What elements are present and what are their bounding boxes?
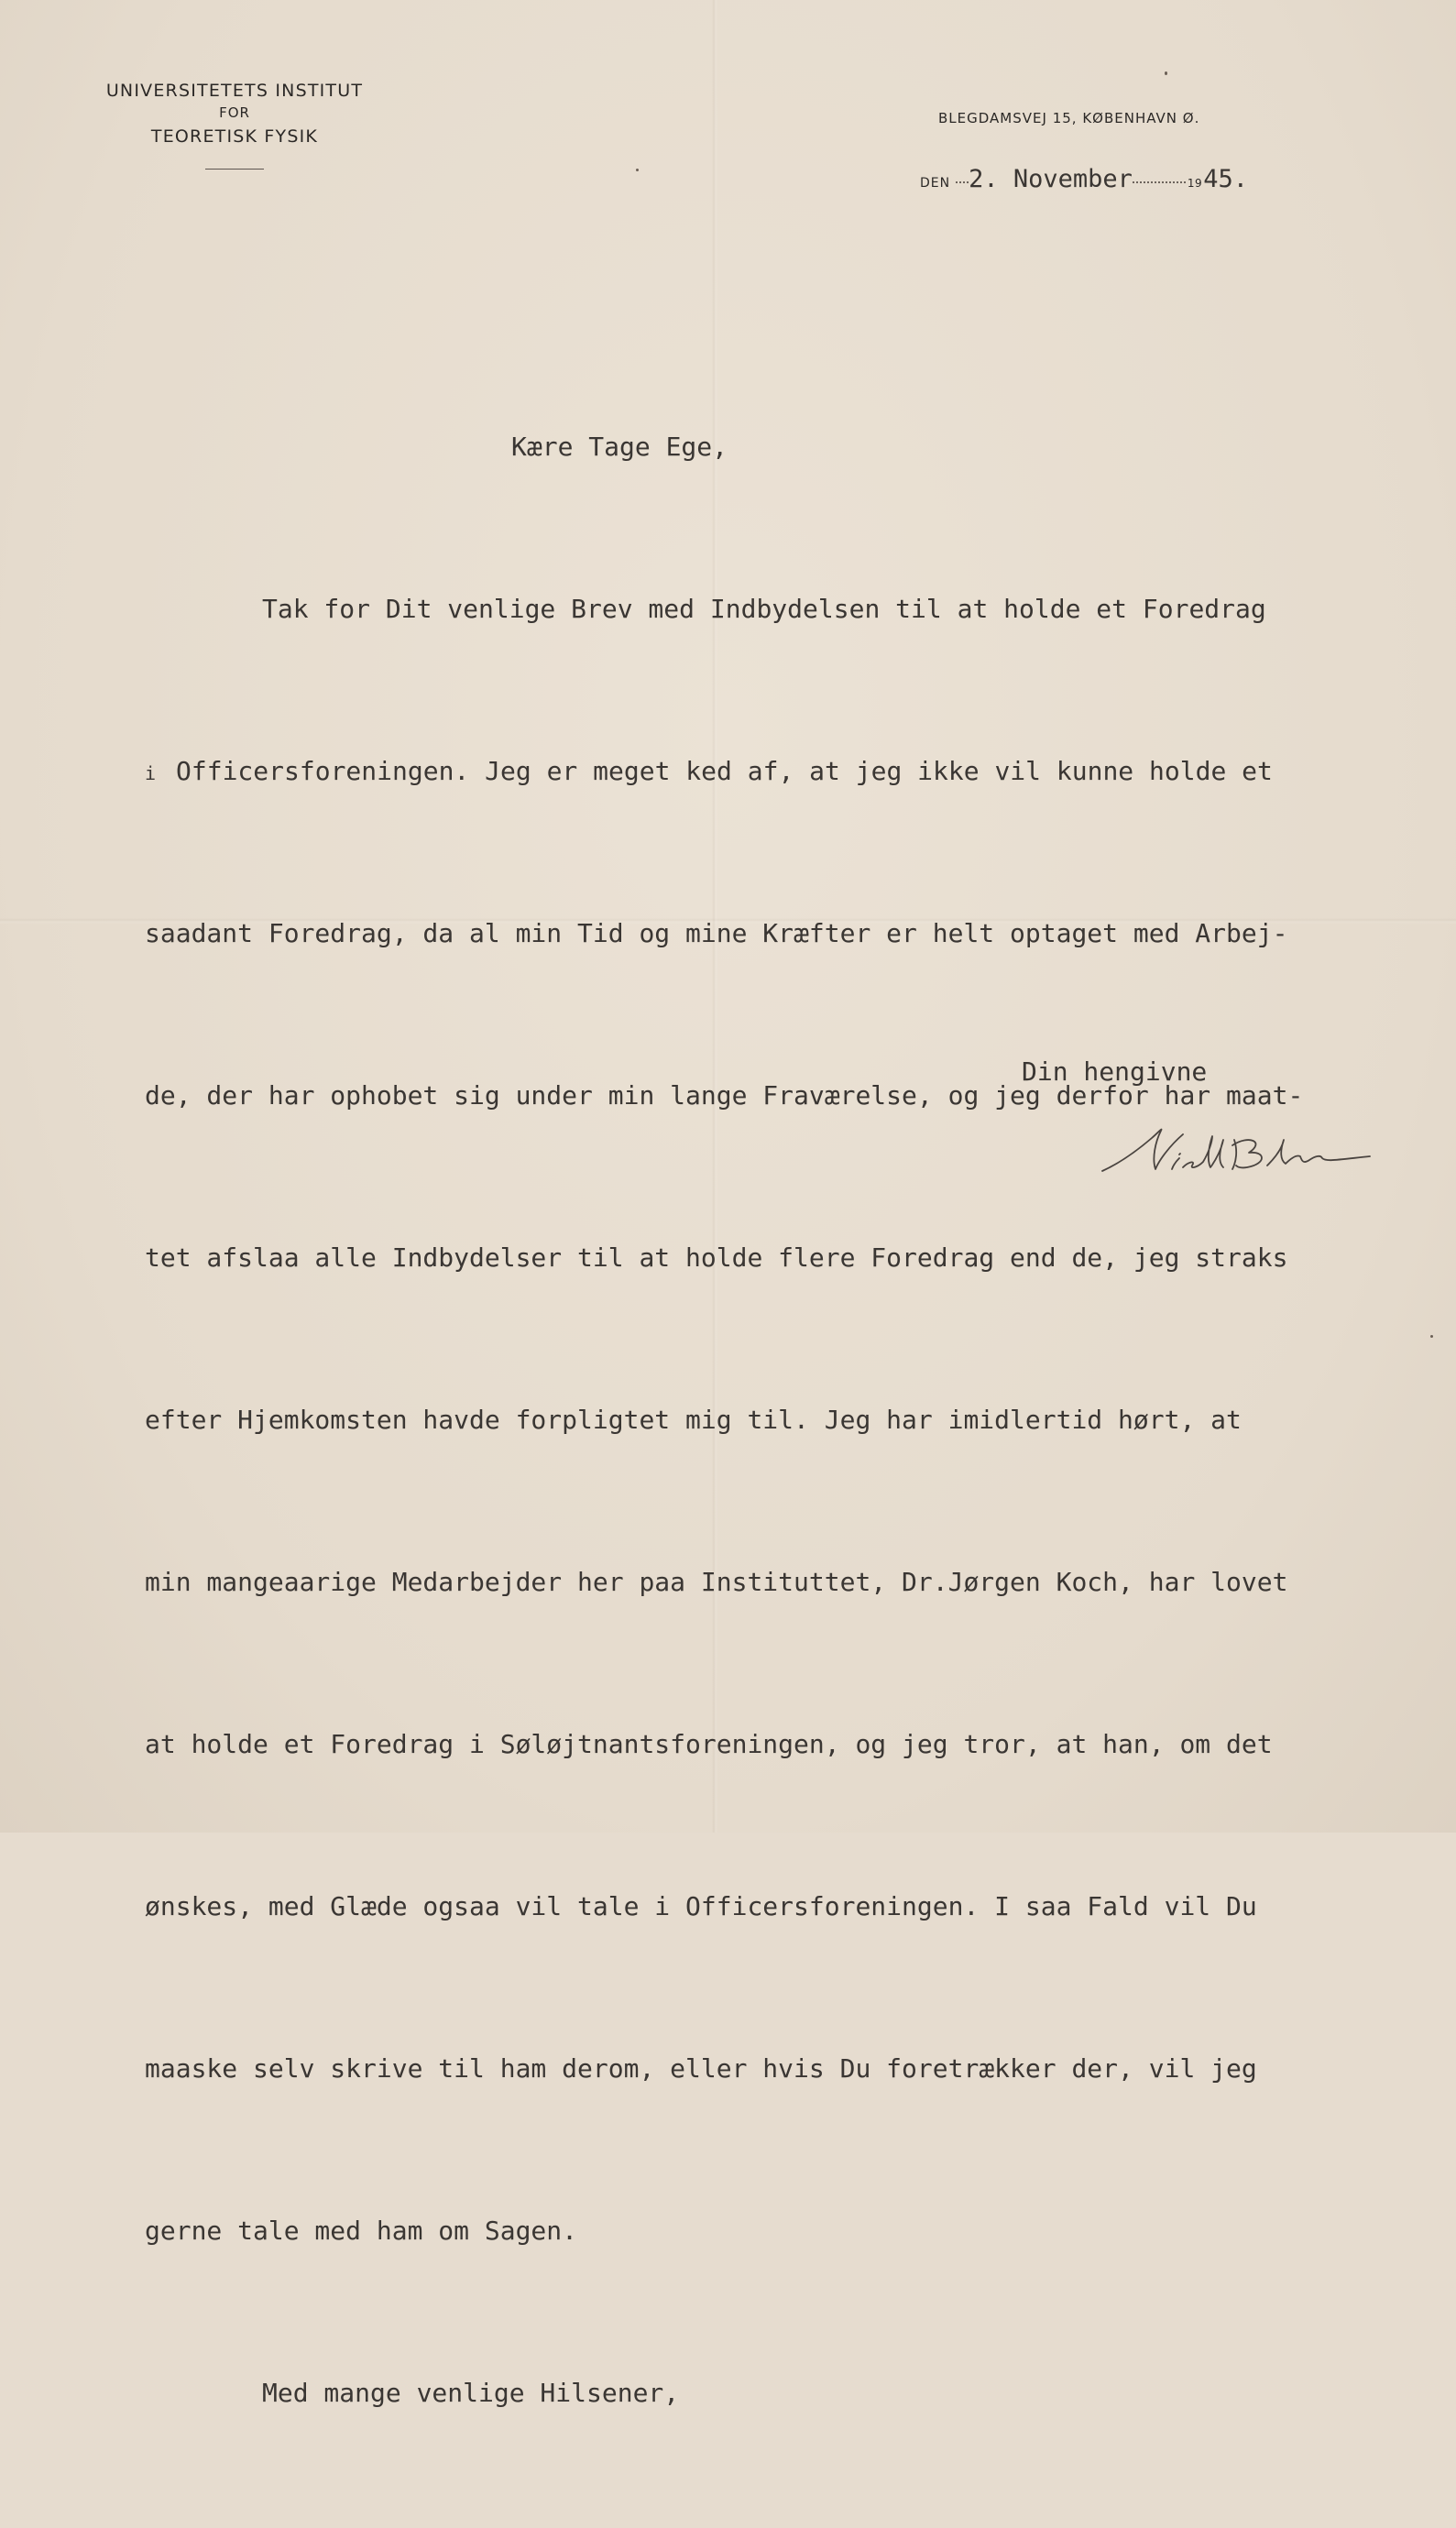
letterhead-line-2: FOR (219, 104, 250, 121)
handwritten-signature (1095, 1118, 1388, 1191)
body-line-6: efter Hjemkomsten havde forpligtet mig til. Jeg har imidlertid hørt, at (145, 1405, 1242, 1435)
letterhead-line-1: UNIVERSITETETS INSTITUT (105, 81, 364, 101)
handwritten-insertion-mark: i (145, 762, 157, 784)
salutation: Kære Tage Ege, (511, 432, 728, 462)
body-line-8: at holde et Foredrag i Søløjtnantsforeningen, og jeg tror, at han, om det (145, 1729, 1273, 1759)
regards-line: Med mange venlige Hilsener, (262, 2378, 680, 2408)
body-line-2 (145, 744, 1409, 798)
date-year-prefix: 19 (1187, 177, 1203, 190)
letterhead-rule (205, 169, 264, 170)
paper-speck (1430, 1335, 1433, 1338)
date-year-suffix: 45. (1203, 165, 1248, 193)
letterhead-line-3: TEORETISK FYSIK (150, 126, 319, 147)
body-line-9: ønskes, med Glæde ogsaa vil tale i Officersforeningen. I saa Fald vil Du (145, 1891, 1257, 1921)
body-line-7: min mangeaarige Medarbejder her paa Instituttet, Dr.Jørgen Koch, har lovet (145, 1567, 1288, 1597)
date-dots-leading (956, 181, 969, 183)
date-line (920, 165, 1248, 193)
paper-speck (636, 169, 639, 171)
closing-line: Din hengivne (1022, 1056, 1208, 1087)
body-line-10: maaske selv skrive til ham derom, eller hvis Du foretrækker der, vil jeg (145, 2053, 1257, 2084)
date-prefix: DEN (920, 176, 951, 191)
paper-speck (1165, 71, 1167, 75)
date-day-month: 2. November (969, 165, 1133, 193)
body-line-2-text: Officersforeningen. Jeg er meget ked af, at jeg ikke vil kunne holde et (176, 756, 1273, 786)
date-dots-trailing (1133, 181, 1186, 183)
letter-body (145, 312, 1409, 2528)
body-line-5: tet afslaa alle Indbydelser til at holde flere Foredrag end de, jeg straks (145, 1242, 1288, 1273)
body-line-1: Tak for Dit venlige Brev med Indbydelsen til at holde et Foredrag (262, 594, 1266, 624)
body-line-11: gerne tale med ham om Sagen. (145, 2216, 578, 2246)
body-line-3: saadant Foredrag, da al min Tid og mine Kræfter er helt optaget med Arbej- (145, 918, 1288, 948)
letterhead (92, 79, 378, 170)
body-line-4: de, der har ophobet sig under min lange Fraværelse, og jeg derfor har maat- (145, 1080, 1304, 1111)
institute-address: BLEGDAMSVEJ 15, KØBENHAVN Ø. (938, 110, 1200, 126)
